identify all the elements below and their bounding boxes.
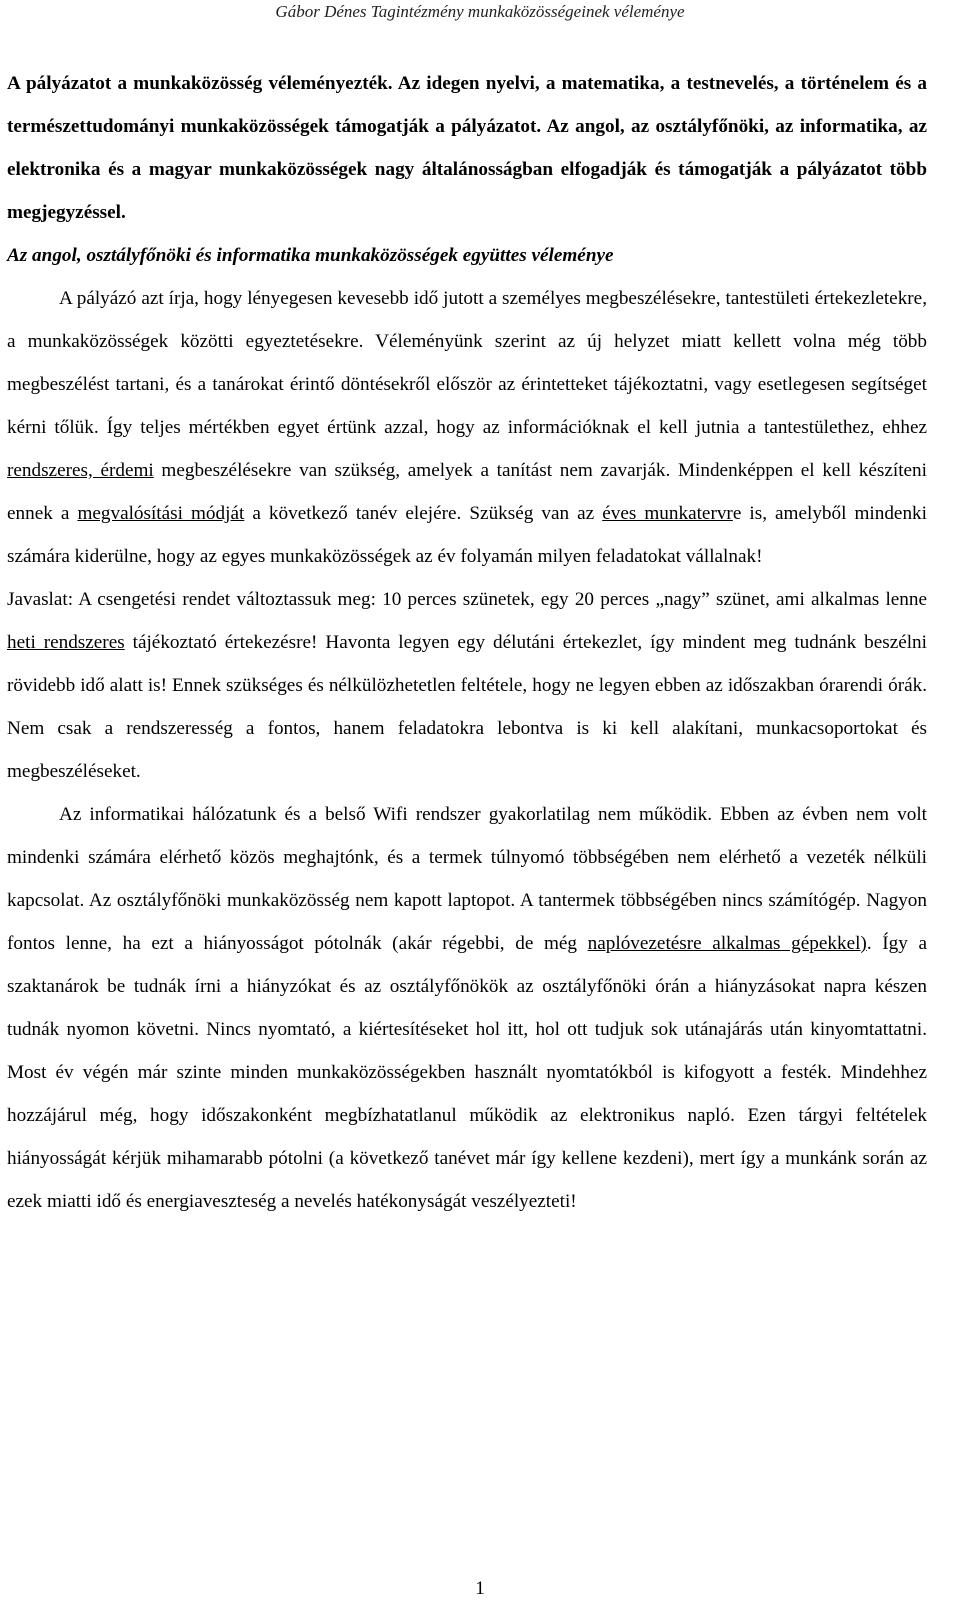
network-paragraph bbox=[7, 793, 927, 1223]
intro-paragraph: A pályázatot a munkaközösség véleményezték. Az idegen nyelvi, a matematika, a testnevelés, a történelem és a természettudományi munkaközösségek támogatják a pályázatot. Az angol, az osztályfőnöki, az informatika, az elektronika és a magyar munkaközösségek nagy általánosságban elfogadják és támogatják a pályázatot több megjegyzéssel. bbox=[7, 73, 927, 223]
text-run: Az informatikai hálózatunk és a belső Wifi rendszer gyakorlatilag nem működik. Ebben az évben nem volt mindenki számára elérhető közös meghajtónk, és a termek túlnyomó többségében nem elérhető a vezeték nélküli kapcsolat. Az osztályfőnöki munkaközösség nem kapott laptopot. A tantermek többségében nincs számítógép. Nagyon fontos lenne, ha ezt a hiányosságot pótolnák (akár régebbi, de még bbox=[7, 804, 927, 954]
text-run: e is, amelyből mindenki számára kiderülne, hogy az egyes munkaközösségek az év folyamán milyen feladatokat vállalnak! bbox=[7, 503, 927, 567]
page-number: 1 bbox=[475, 1578, 485, 1599]
underlined-phrase: heti rendszeres bbox=[7, 632, 125, 653]
text-run: . Így a szaktanárok be tudnák írni a hiányzókat és az osztályfőnökök az osztályfőnöki órán a hiányzásokat napra készen tudnák nyomon követni. Nincs nyomtató, a kiértesítéseket hol itt, hol ott tudjuk sok utánajárás után kinyomtattatni. Most év végén már szinte minden munkaközösségekben használt nyomtatókból is kifogyott a festék. Mindehhez hozzájárul még, hogy időszakonként megbízhatatlanul működik az elektronikus napló. Ezen tárgyi feltételek hiányosságát kérjük mihamarabb pótolni (a következő tanévet már így kellene kezdeni), mert így a munkánk során az ezek miatti idő és energiaveszteség a nevelés hatékonyságát veszélyezteti! bbox=[7, 933, 928, 1212]
page-header: Gábor Dénes Tagintézmény munkaközösségeinek véleménye bbox=[275, 2, 685, 21]
text-run: Javaslat: A csengetési rendet változtassuk meg: 10 perces szünetek, egy 20 perces „nagy” szünet, ami alkalmas lenne bbox=[7, 589, 927, 610]
opinion-paragraph-1 bbox=[7, 277, 927, 578]
text-run: A pályázó azt írja, hogy lényegesen kevesebb idő jutott a személyes megbeszélésekre, tantestületi értekezletekre, a munkaközösségek közötti egyeztetésekre. Véleményünk szerint az új helyzet miatt kellett volna még több megbeszélést tartani, és a tanárokat érintő döntésekről először az érintetteket tájékoztatni, vagy esetlegesen segítséget kérni tőlük. Így teljes mértékben egyet értünk azzal, hogy az információknak el kell jutnia a tantestülethez, ehhez bbox=[7, 288, 927, 438]
text-run: tájékoztató értekezésre! Havonta legyen egy délutáni értekezlet, így mindent meg tudnánk beszélni rövidebb idő alatt is! Ennek szükséges és nélkülözhetetlen feltétele, hogy ne legyen ebben az időszakban órarendi órák. Nem csak a rendszeresség a fontos, hanem feladatokra lebontva is ki kell alakítani, munkacsoportokat és megbeszéléseket. bbox=[7, 632, 927, 782]
document-body bbox=[7, 62, 927, 1223]
text-run: a következő tanév elejére. Szükség van az bbox=[244, 503, 603, 524]
underlined-phrase: rendszeres, érdemi bbox=[7, 460, 154, 481]
underlined-phrase: megvalósítási módját bbox=[77, 503, 245, 524]
text-run: megbeszélésekre van szükség, amelyek a tanítást nem zavarják. Mindenképpen el kell készíteni ennek a bbox=[7, 460, 927, 524]
section-title: Az angol, osztályfőnöki és informatika munkaközösségek együttes véleménye bbox=[7, 245, 614, 266]
underlined-phrase: naplóvezetésre alkalmas gépekkel) bbox=[587, 933, 867, 954]
underlined-phrase: éves munkatervr bbox=[602, 503, 733, 524]
proposal-paragraph bbox=[7, 578, 927, 793]
